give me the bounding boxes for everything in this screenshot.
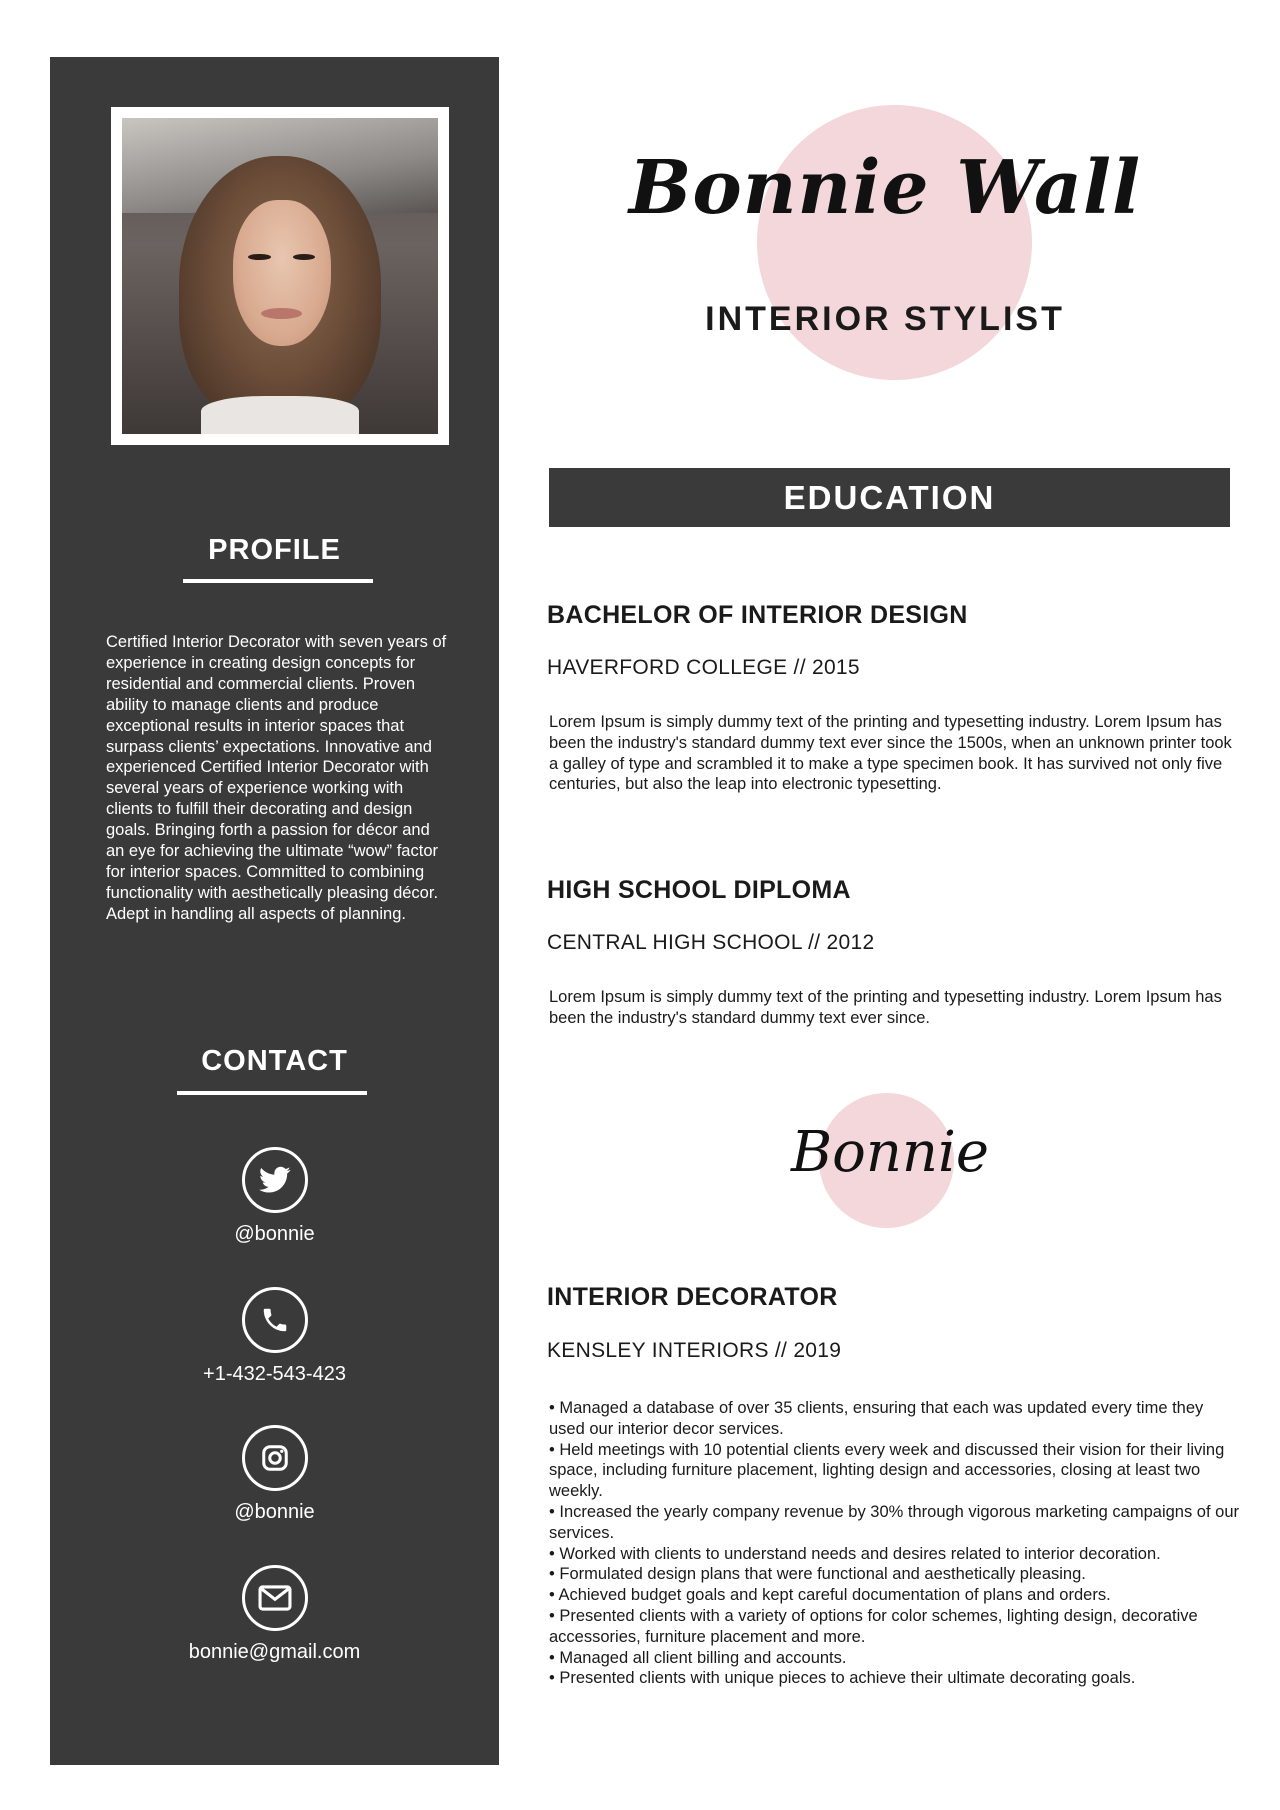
list-item: • Managed all client billing and accounts. bbox=[549, 1648, 847, 1667]
sidebar bbox=[50, 57, 499, 1765]
profile-heading: PROFILE bbox=[208, 534, 341, 566]
candidate-title: INTERIOR STYLIST bbox=[705, 300, 1065, 338]
list-item: • Managed a database of over 35 clients, ensuring that each was updated every time they used our interior decor services. bbox=[549, 1399, 1204, 1438]
education-degree-school: HAVERFORD COLLEGE // 2015 bbox=[547, 656, 860, 679]
education-diploma-title: HIGH SCHOOL DIPLOMA bbox=[547, 876, 851, 904]
profile-photo bbox=[122, 118, 438, 434]
phone-icon bbox=[242, 1287, 308, 1353]
list-item: • Formulated design plans that were functional and aesthetically pleasing. bbox=[549, 1565, 1086, 1584]
contact-heading: CONTACT bbox=[201, 1045, 348, 1077]
contact-heading-underline bbox=[177, 1091, 367, 1095]
contact-phone[interactable] bbox=[50, 1287, 499, 1386]
education-heading: EDUCATION bbox=[549, 468, 1230, 527]
experience-bullets bbox=[549, 1398, 1239, 1689]
contact-instagram[interactable] bbox=[50, 1425, 499, 1524]
profile-photo-frame bbox=[111, 107, 449, 445]
experience-title: INTERIOR DECORATOR bbox=[547, 1283, 838, 1311]
signature: Bonnie bbox=[790, 1120, 990, 1185]
profile-text: Certified Interior Decorator with seven years of experience in creating design concepts for residential and commercial clients. Proven ability to manage clients and produce exceptional results in interior spaces that surpass clients’ expectations. Innovative and experienced Certified Interior Decorator with several years of experience working with clients to fulfill their decorating and design goals. Bringing forth a passion for décor and an eye for achieving the ultimate “wow” factor for interior spaces. Committed to combining functionality with aesthetically pleasing décor. Adept in handling all aspects of planning. bbox=[106, 633, 447, 923]
twitter-icon bbox=[242, 1147, 308, 1213]
education-diploma-school: CENTRAL HIGH SCHOOL // 2012 bbox=[547, 931, 875, 954]
phone-number: +1-432-543-423 bbox=[203, 1363, 346, 1385]
list-item: • Presented clients with unique pieces to achieve their ultimate decorating goals. bbox=[549, 1669, 1136, 1688]
contact-twitter[interactable] bbox=[50, 1147, 499, 1246]
email-address: bonnie@gmail.com bbox=[188, 1641, 361, 1663]
list-item: • Increased the yearly company revenue by 30% through vigorous marketing campaigns of our services. bbox=[549, 1502, 1239, 1542]
education-diploma-description: Lorem Ipsum is simply dummy text of the printing and typesetting industry. Lorem Ipsum has been the industry's standard dummy text ever since. bbox=[549, 988, 1222, 1027]
list-item: • Worked with clients to understand needs and desires related to interior decoration. bbox=[549, 1544, 1161, 1563]
mail-icon bbox=[242, 1565, 308, 1631]
profile-heading-underline bbox=[183, 579, 373, 583]
list-item: • Presented clients with a variety of options for color schemes, lighting design, decorative accessories, furniture placement and more. bbox=[549, 1606, 1198, 1646]
list-item: • Achieved budget goals and kept careful documentation of plans and orders. bbox=[549, 1586, 1111, 1605]
list-item: • Held meetings with 10 potential clients every week and discussed their vision for their living space, including furniture placement, lighting design and accessories, closing at least two weekly. bbox=[549, 1440, 1225, 1501]
experience-company: KENSLEY INTERIORS // 2019 bbox=[547, 1339, 842, 1362]
instagram-icon bbox=[242, 1425, 308, 1491]
education-degree-title: BACHELOR OF INTERIOR DESIGN bbox=[547, 601, 968, 629]
education-degree-description: Lorem Ipsum is simply dummy text of the printing and typesetting industry. Lorem Ipsum has been the industry's standard dummy text ever since the 1500s, when an unknown printer took a galley of type and scrambled it to make a type specimen book. It has survived not only five centuries, but also the leap into electronic typesetting. bbox=[549, 713, 1232, 794]
candidate-name: Bonnie Wall bbox=[628, 145, 1142, 231]
instagram-handle: @bonnie bbox=[234, 1501, 315, 1523]
twitter-handle: @bonnie bbox=[234, 1223, 315, 1245]
contact-email[interactable] bbox=[50, 1565, 499, 1664]
